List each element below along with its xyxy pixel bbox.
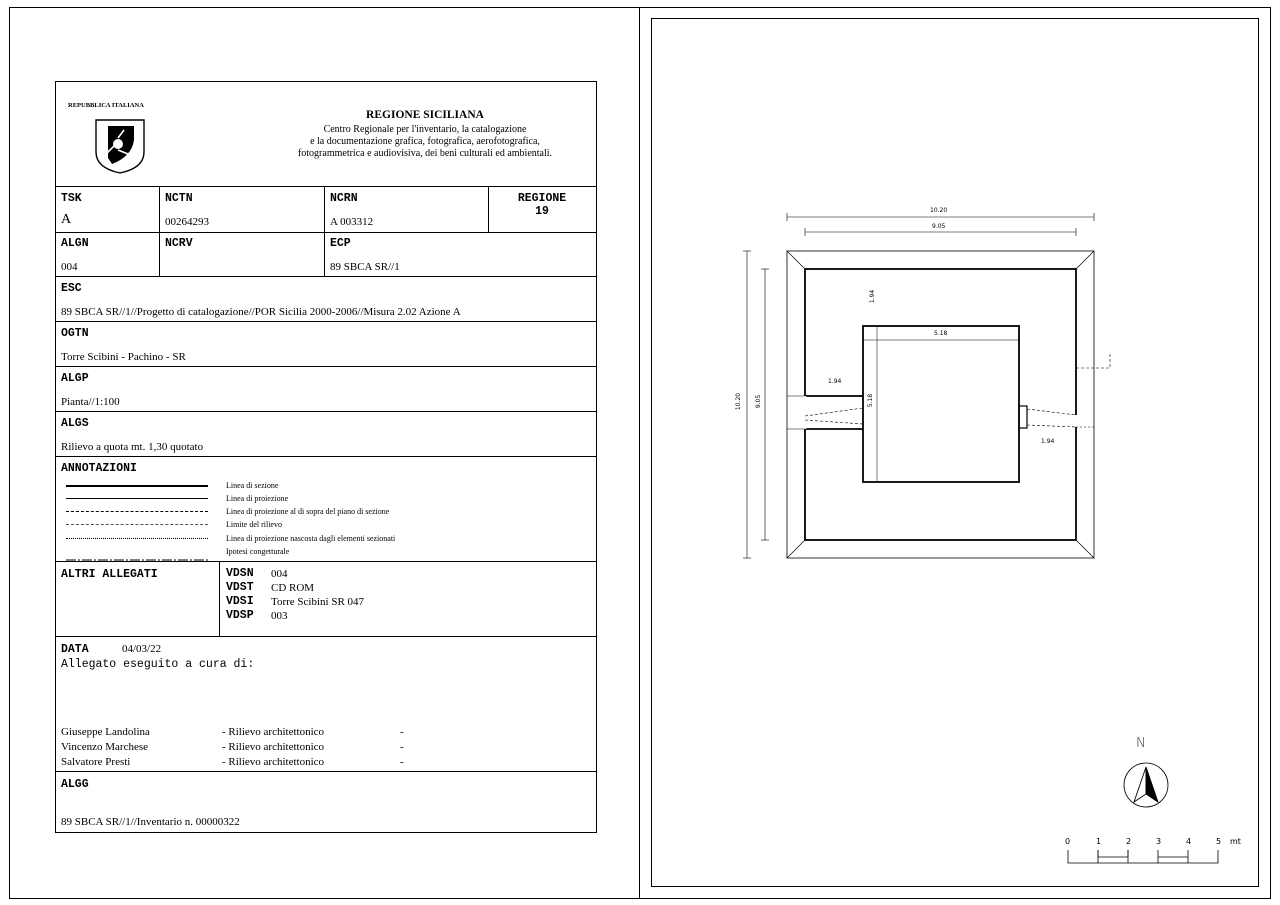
rule-algs <box>55 456 596 457</box>
ogtn-value: Torre Scibini - Pachino - SR <box>61 351 186 363</box>
ncrn-value: A 003312 <box>330 216 374 228</box>
tsk-label: TSK <box>61 192 82 205</box>
north-label: N <box>1136 736 1146 751</box>
rule-header <box>55 186 596 187</box>
person-1-role: - Rilievo architettonico <box>222 726 325 738</box>
legend-text-3: Linea di proiezione al di sopra del piano di sezione <box>226 507 390 516</box>
rule-allegati <box>55 636 596 637</box>
algn-label: ALGN <box>61 237 89 250</box>
ecp-label: ECP <box>330 237 351 250</box>
esc-label: ESC <box>61 282 82 295</box>
col-rule-1 <box>159 186 160 276</box>
legend-line-projection <box>66 498 208 499</box>
vdsi-value: Torre Scibini SR 047 <box>271 596 365 608</box>
legend-line-above <box>66 511 208 512</box>
rule-row1 <box>55 232 596 233</box>
col-rule-allegati <box>219 561 220 636</box>
vdst-label: VDST <box>226 581 254 594</box>
annotazioni-label: ANNOTAZIONI <box>61 462 137 475</box>
rule-ogtn <box>55 366 596 367</box>
regione-value: 19 <box>535 205 549 218</box>
dim-outer-height: 10.20 <box>735 392 743 411</box>
republic-label: REPUBBLICA ITALIANA <box>68 102 144 109</box>
north-arrow-icon <box>1134 767 1146 802</box>
algs-value: Rilievo a quota mt. 1,30 quotato <box>61 441 204 453</box>
scale-label-5: 5 <box>1216 837 1222 846</box>
algp-label: ALGP <box>61 372 89 385</box>
scale-label-1: 1 <box>1096 837 1102 846</box>
center-description <box>270 124 580 161</box>
dim-wall-right: 1.94 <box>1041 438 1055 445</box>
ogtn-label: OGTN <box>61 327 89 340</box>
data-date: 04/03/22 <box>122 643 162 655</box>
scale-label-2: 2 <box>1126 837 1132 846</box>
right-window <box>1019 406 1027 428</box>
algp-value: Pianta//1:100 <box>61 396 120 408</box>
legend-line-limit <box>66 524 208 525</box>
vdsp-label: VDSP <box>226 609 254 622</box>
vdsp-value: 003 <box>271 610 288 622</box>
dim-wall-left: 1.94 <box>828 378 842 385</box>
person-2-role: - Rilievo architettonico <box>222 741 325 753</box>
legend-line-section <box>66 485 208 487</box>
scale-unit: mt <box>1230 837 1241 846</box>
ncrn-label: NCRN <box>330 192 358 205</box>
data-label: DATA <box>61 643 89 656</box>
floor-plan-drawing <box>651 18 1257 885</box>
regione-label: REGIONE <box>517 192 567 205</box>
regional-emblem <box>94 118 146 174</box>
vdsn-label: VDSN <box>226 567 254 580</box>
legend-line-hypothesis <box>66 549 208 567</box>
rule-row2 <box>55 276 596 277</box>
legend-text-1: Linea di sezione <box>226 481 279 490</box>
rule-data <box>55 771 596 772</box>
scale-label-4: 4 <box>1186 837 1192 846</box>
rule-esc <box>55 321 596 322</box>
legend-text-2: Linea di proiezione <box>226 494 289 503</box>
center-line-2: e la documentazione grafica, fotografica, aerofotografica, <box>310 136 540 148</box>
legend-text-5: Linea di proiezione nascosta dagli elementi sezionati <box>226 534 396 543</box>
dim-room-width: 5.18 <box>934 330 948 337</box>
person-3-name: Salvatore Presti <box>61 756 131 768</box>
algn-value: 004 <box>61 261 78 273</box>
region-title: REGIONE SICILIANA <box>366 109 484 121</box>
center-line-1: Centro Regionale per l'inventario, la catalogazione <box>323 124 527 135</box>
dim-inner-height: 9.05 <box>755 394 763 409</box>
person-2-name: Vincenzo Marchese <box>61 741 148 753</box>
dim-wall-top: 1.94 <box>869 289 877 304</box>
central-room <box>863 326 1019 482</box>
dim-inner-width: 9.05 <box>932 223 946 230</box>
person-3-extra: - <box>400 756 404 768</box>
algg-value: 89 SBCA SR//1//Inventario n. 00000322 <box>61 816 240 828</box>
altri-allegati-label: ALTRI ALLEGATI <box>61 568 158 581</box>
dim-outer-width: 10.20 <box>930 207 948 214</box>
vdst-value: CD ROM <box>271 582 315 594</box>
tsk-value: A <box>61 212 72 227</box>
person-1-name: Giuseppe Landolina <box>61 726 150 738</box>
col-rule-2 <box>324 186 325 276</box>
algs-label: ALGS <box>61 417 89 430</box>
legend-text-4: Limite del rilievo <box>226 520 282 529</box>
legend-line-hidden <box>66 538 208 539</box>
ecp-value: 89 SBCA SR//1 <box>330 261 400 273</box>
nctn-label: NCTN <box>165 192 193 205</box>
scale-label-3: 3 <box>1156 837 1162 846</box>
person-2-extra: - <box>400 741 404 753</box>
algg-label: ALGG <box>61 778 89 791</box>
rule-algp <box>55 411 596 412</box>
nctn-value: 00264293 <box>165 216 209 228</box>
sheet-divider <box>639 7 640 898</box>
center-line-3: fotogrammetrica e audiovisiva, dei beni culturali ed ambientali. <box>297 148 553 160</box>
vdsn-value: 004 <box>271 568 288 580</box>
legend-text-6: Ipotesi congetturale <box>226 547 290 556</box>
scale-label-0: 0 <box>1065 837 1071 846</box>
ncrv-label: NCRV <box>165 237 193 250</box>
scale-bar <box>1068 850 1218 863</box>
vdsi-label: VDSI <box>226 595 254 608</box>
person-3-role: - Rilievo architettonico <box>222 756 325 768</box>
data-intro: Allegato eseguito a cura di: <box>61 658 255 671</box>
person-1-extra: - <box>400 726 404 738</box>
esc-value: 89 SBCA SR//1//Progetto di catalogazione//POR Sicilia 2000-2006//Misura 2.02 Azione A <box>61 306 461 318</box>
dim-room-height: 5.18 <box>867 393 875 408</box>
